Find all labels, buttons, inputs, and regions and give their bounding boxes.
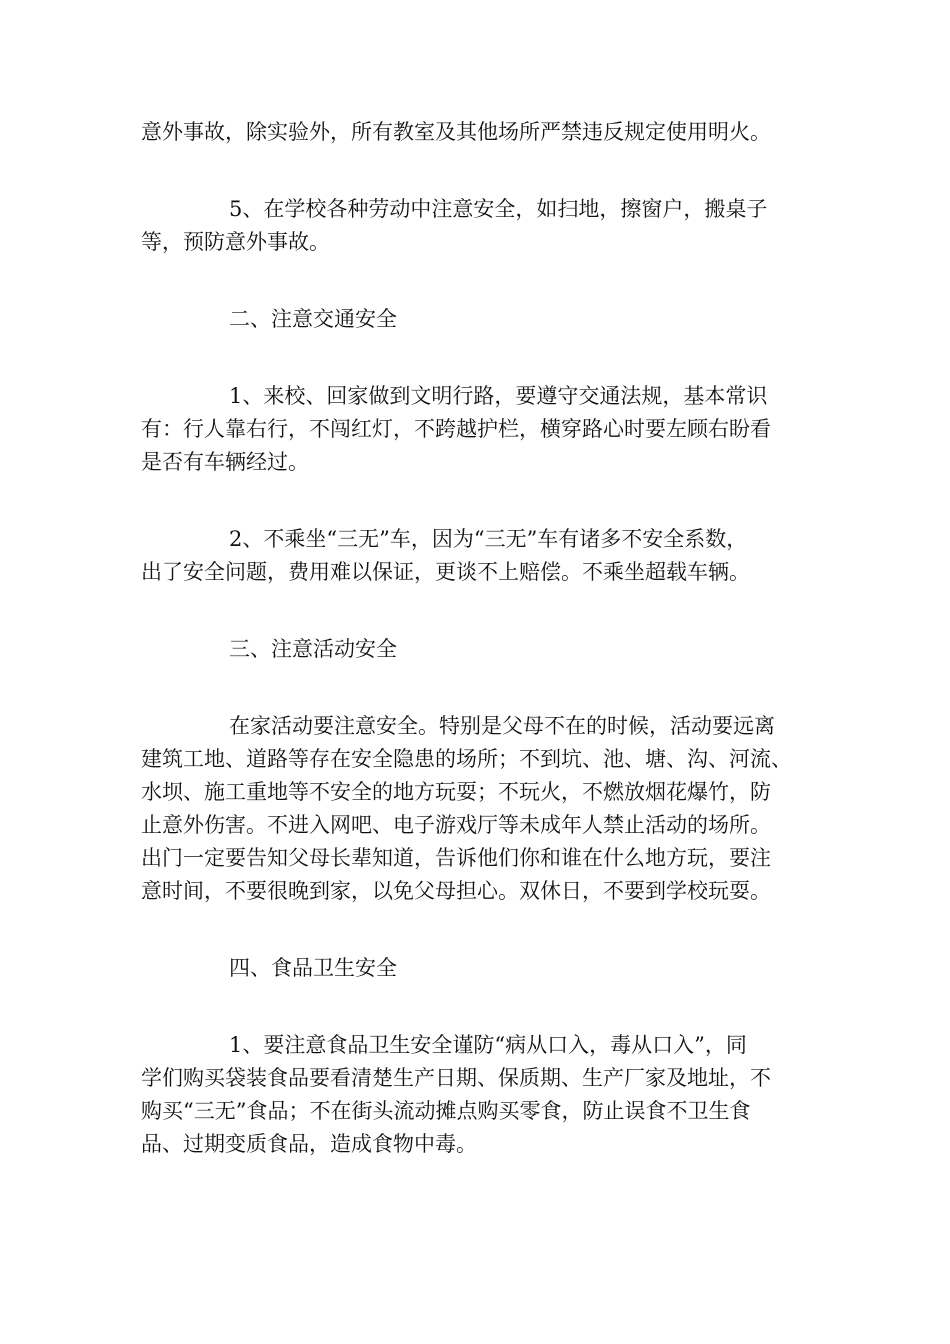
section-heading <box>141 633 821 666</box>
paragraph-line: 意时间，不要很晚到家，以免父母担心。双休日，不要到学校玩耍。 <box>141 879 771 903</box>
body-paragraph <box>141 193 821 259</box>
paragraph-line: 止意外伤害。不进入网吧、电子游戏厅等未成年人禁止活动的场所。 <box>141 813 771 837</box>
body-paragraph <box>141 116 821 149</box>
paragraph-line: 等，预防意外事故。 <box>141 230 330 254</box>
paragraph-line: 5、在学校各种劳动中注意安全，如扫地，擦窗户，搬桌子 <box>229 197 768 221</box>
paragraph-line: 购买“三无”食品；不在街头流动摊点购买零食，防止误食不卫生食 <box>141 1099 751 1123</box>
paragraph-line: 品、过期变质食品，造成食物中毒。 <box>141 1132 477 1156</box>
paragraph-line: 1、来校、回家做到文明行路，要遵守交通法规，基本常识 <box>229 384 768 408</box>
body-paragraph <box>141 1029 821 1161</box>
paragraph-line: 2、不乘坐“三无”车，因为“三无”车有诸多不安全系数， <box>229 527 748 551</box>
body-paragraph <box>141 380 821 479</box>
body-paragraph <box>141 523 821 589</box>
section-heading <box>141 303 821 336</box>
paragraph-line: 出门一定要告知父母长辈知道，告诉他们你和谁在什么地方玩，要注 <box>141 846 771 870</box>
heading-text: 二、注意交通安全 <box>229 307 397 331</box>
paragraph-line: 水坝、施工重地等不安全的地方玩耍；不玩火，不燃放烟花爆竹，防 <box>141 780 771 804</box>
paragraph-line: 有：行人靠右行，不闯红灯，不跨越护栏，横穿路心时要左顾右盼看 <box>141 417 771 441</box>
paragraph-line: 1、要注意食品卫生安全谨防“病从口入，毒从口入”，同 <box>229 1033 747 1057</box>
paragraph-line: 学们购买袋装食品要看清楚生产日期、保质期、生产厂家及地址，不 <box>141 1066 771 1090</box>
body-paragraph <box>141 710 821 908</box>
paragraph-line: 是否有车辆经过。 <box>141 450 309 474</box>
paragraph-line: 出了安全问题，费用难以保证，更谈不上赔偿。不乘坐超载车辆。 <box>141 560 750 584</box>
section-heading <box>141 952 821 985</box>
paragraph-line: 在家活动要注意安全。特别是父母不在的时候，活动要远离 <box>229 714 775 738</box>
heading-text: 四、食品卫生安全 <box>229 956 397 980</box>
document-body <box>141 116 821 1205</box>
paragraph-line: 意外事故，除实验外，所有教室及其他场所严禁违反规定使用明火。 <box>141 120 771 144</box>
paragraph-line: 建筑工地、道路等存在安全隐患的场所；不到坑、池、塘、沟、河流、 <box>141 747 792 771</box>
heading-text: 三、注意活动安全 <box>229 637 397 661</box>
